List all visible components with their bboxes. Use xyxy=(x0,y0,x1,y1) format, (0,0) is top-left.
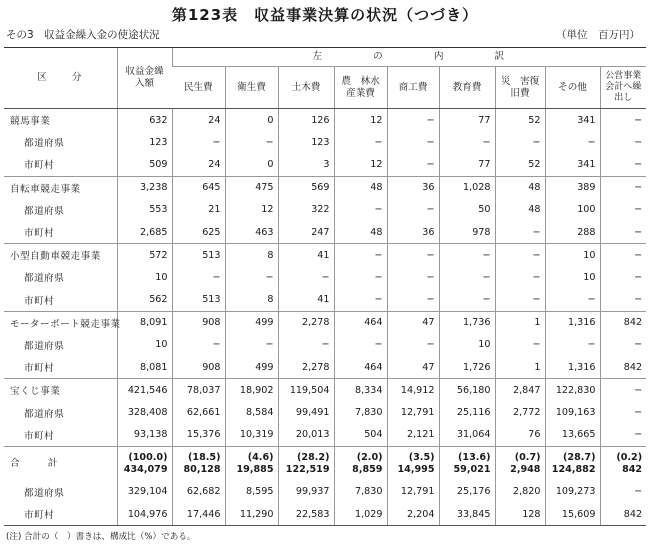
table-cell: 48 xyxy=(334,221,387,244)
table-cell: − xyxy=(278,266,334,288)
table-cell: 2,278 xyxy=(278,356,334,379)
table-row xyxy=(4,503,646,526)
table-cell: − xyxy=(600,221,646,244)
table-cell: 10,319 xyxy=(225,424,278,447)
table-cell: 8 xyxy=(225,244,278,267)
table-cell: 48 xyxy=(495,176,545,199)
total-ratio: (13.6) xyxy=(458,451,491,463)
table-cell: 1,316 xyxy=(545,356,600,379)
revenue-usage-table xyxy=(4,47,646,526)
row-label: 市町村 xyxy=(24,228,55,240)
total-ratio: (28.2) xyxy=(297,451,330,463)
row-label: 宝くじ事業 xyxy=(4,379,117,402)
table-cell: − xyxy=(600,109,646,132)
table-cell: 8,081 xyxy=(117,356,172,379)
table-title: 第123表 収益事業決算の状況（つづき） xyxy=(171,6,479,24)
table-cell: − xyxy=(172,266,225,288)
table-cell: 122,830 xyxy=(545,379,600,402)
table-cell: − xyxy=(545,131,600,153)
table-cell: 41 xyxy=(278,244,334,267)
table-cell: − xyxy=(225,266,278,288)
table-cell: − xyxy=(600,424,646,447)
breakdown-char-3: 内 xyxy=(433,51,446,62)
table-cell: 1,726 xyxy=(439,356,495,379)
table-cell: − xyxy=(387,289,439,312)
table-cell: − xyxy=(334,199,387,221)
table-cell: 11,290 xyxy=(225,503,278,526)
table-cell: 499 xyxy=(225,311,278,334)
header-public-enterprise: 公営事業会計へ繰出し xyxy=(600,67,646,109)
table-cell: − xyxy=(545,334,600,356)
row-label: 都道府県 xyxy=(24,340,65,352)
table-row xyxy=(4,266,646,288)
table-body xyxy=(4,109,646,526)
total-value: 19,885 xyxy=(236,463,274,475)
table-cell: 36 xyxy=(387,176,439,199)
row-label: 市町村 xyxy=(24,295,55,307)
total-ratio: (100.0) xyxy=(128,451,168,463)
table-cell: 123 xyxy=(278,131,334,153)
table-cell: 52 xyxy=(495,109,545,132)
header-category: 区 分 xyxy=(4,48,117,109)
header-civil-engineering: 土木費 xyxy=(278,67,334,109)
row-label: モーターボート競走事業 xyxy=(4,311,117,334)
table-row xyxy=(4,289,646,312)
total-value: 14,995 xyxy=(397,463,435,475)
table-cell: 56,180 xyxy=(439,379,495,402)
table-cell: − xyxy=(495,334,545,356)
table-cell: 48 xyxy=(495,199,545,221)
table-cell: 50 xyxy=(439,199,495,221)
table-cell: 10 xyxy=(117,266,172,288)
table-cell: 464 xyxy=(334,356,387,379)
footnote: (注) 合計の（ ）書きは、構成比（%）である。 xyxy=(6,532,196,542)
header-sanitation: 衛生費 xyxy=(225,67,278,109)
table-cell: 10 xyxy=(545,244,600,267)
table-cell: 77 xyxy=(439,153,495,176)
table-cell: 504 xyxy=(334,424,387,447)
total-value: 8,859 xyxy=(352,463,383,475)
table-cell: 0 xyxy=(225,109,278,132)
table-cell: 109,273 xyxy=(545,481,600,503)
breakdown-char-1: 左 xyxy=(312,51,325,62)
table-cell: 13,665 xyxy=(545,424,600,447)
table-cell: 513 xyxy=(172,289,225,312)
table-cell: − xyxy=(600,199,646,221)
table-cell: − xyxy=(495,289,545,312)
table-cell: − xyxy=(172,334,225,356)
table-cell: 15,376 xyxy=(172,424,225,447)
table-cell: − xyxy=(545,289,600,312)
table-cell: 52 xyxy=(495,153,545,176)
table-cell: − xyxy=(600,379,646,402)
table-cell: 100 xyxy=(545,199,600,221)
table-cell: 569 xyxy=(278,176,334,199)
table-cell: 3,238 xyxy=(117,176,172,199)
table-cell: 7,830 xyxy=(334,481,387,503)
table-row xyxy=(4,401,646,423)
table-cell: − xyxy=(387,153,439,176)
row-label: 市町村 xyxy=(24,160,55,172)
table-cell: 328,408 xyxy=(117,401,172,423)
total-ratio: (28.7) xyxy=(563,451,596,463)
table-cell: 1,316 xyxy=(545,311,600,334)
table-cell: 553 xyxy=(117,199,172,221)
breakdown-char-4: 訳 xyxy=(494,51,507,62)
total-ratio: (4.6) xyxy=(247,451,274,463)
table-cell: 513 xyxy=(172,244,225,267)
table-cell: 12,791 xyxy=(387,401,439,423)
table-cell: 1 xyxy=(495,356,545,379)
header-disaster-recovery: 災 害復旧費 xyxy=(495,67,545,109)
table-cell: − xyxy=(439,131,495,153)
header-revenue-transfer: 収益金繰入額 xyxy=(117,48,172,109)
table-cell: 12 xyxy=(334,153,387,176)
table-row xyxy=(4,379,646,402)
table-cell: 499 xyxy=(225,356,278,379)
table-cell: 47 xyxy=(387,311,439,334)
table-cell: 104,976 xyxy=(117,503,172,526)
table-cell: 842 xyxy=(600,356,646,379)
table-cell: − xyxy=(495,266,545,288)
table-cell: 247 xyxy=(278,221,334,244)
table-cell: 36 xyxy=(387,221,439,244)
total-cell xyxy=(117,446,172,481)
table-cell: 8,091 xyxy=(117,311,172,334)
table-cell: 1,028 xyxy=(439,176,495,199)
table-cell: 93,138 xyxy=(117,424,172,447)
table-cell: − xyxy=(600,176,646,199)
table-cell: − xyxy=(387,131,439,153)
total-ratio: (0.7) xyxy=(514,451,541,463)
table-cell: − xyxy=(600,289,646,312)
table-row xyxy=(4,131,646,153)
table-cell: 421,546 xyxy=(117,379,172,402)
table-cell: 10 xyxy=(545,266,600,288)
row-label: 都道府県 xyxy=(24,138,65,150)
table-cell: − xyxy=(387,199,439,221)
table-cell: 8,334 xyxy=(334,379,387,402)
table-cell: − xyxy=(278,334,334,356)
row-label: 都道府県 xyxy=(24,205,65,217)
table-cell: 562 xyxy=(117,289,172,312)
total-ratio: (3.5) xyxy=(408,451,435,463)
table-cell: − xyxy=(495,221,545,244)
table-cell: 509 xyxy=(117,153,172,176)
table-cell: 842 xyxy=(600,503,646,526)
total-ratio: (2.0) xyxy=(356,451,383,463)
table-cell: 389 xyxy=(545,176,600,199)
total-row xyxy=(4,446,646,481)
total-cell xyxy=(172,446,225,481)
table-cell: 123 xyxy=(117,131,172,153)
table-cell: 33,845 xyxy=(439,503,495,526)
table-cell: 1 xyxy=(495,311,545,334)
total-cell xyxy=(334,446,387,481)
table-row xyxy=(4,334,646,356)
total-cell xyxy=(545,446,600,481)
table-cell: 99,937 xyxy=(278,481,334,503)
total-value: 842 xyxy=(622,463,643,475)
table-cell: − xyxy=(334,244,387,267)
table-cell: − xyxy=(495,131,545,153)
table-cell: 24 xyxy=(172,109,225,132)
table-cell: 17,446 xyxy=(172,503,225,526)
row-label: 都道府県 xyxy=(24,408,65,420)
table-cell: − xyxy=(225,334,278,356)
table-cell: 12,791 xyxy=(387,481,439,503)
table-cell: 109,163 xyxy=(545,401,600,423)
table-cell: 978 xyxy=(439,221,495,244)
header-education: 教育費 xyxy=(439,67,495,109)
table-cell: 2,772 xyxy=(495,401,545,423)
table-cell: − xyxy=(600,266,646,288)
table-cell: − xyxy=(225,131,278,153)
table-cell: 15,609 xyxy=(545,503,600,526)
row-label: 都道府県 xyxy=(24,273,65,285)
table-cell: − xyxy=(387,109,439,132)
total-value: 2,948 xyxy=(510,463,541,475)
table-cell: 41 xyxy=(278,289,334,312)
table-cell: 47 xyxy=(387,356,439,379)
table-cell: − xyxy=(600,401,646,423)
table-cell: 8,584 xyxy=(225,401,278,423)
table-cell: 632 xyxy=(117,109,172,132)
table-cell: 475 xyxy=(225,176,278,199)
total-cell xyxy=(225,446,278,481)
table-cell: − xyxy=(495,244,545,267)
table-cell: 7,830 xyxy=(334,401,387,423)
table-cell: − xyxy=(387,244,439,267)
table-cell: 12 xyxy=(334,109,387,132)
table-cell: 78,037 xyxy=(172,379,225,402)
table-cell: 24 xyxy=(172,153,225,176)
table-cell: 2,820 xyxy=(495,481,545,503)
header-breakdown xyxy=(172,48,646,67)
table-row xyxy=(4,221,646,244)
table-cell: − xyxy=(334,334,387,356)
table-cell: 8 xyxy=(225,289,278,312)
total-cell xyxy=(439,446,495,481)
table-cell: 48 xyxy=(334,176,387,199)
table-cell: 2,278 xyxy=(278,311,334,334)
table-cell: − xyxy=(334,266,387,288)
table-cell: − xyxy=(439,266,495,288)
table-cell: 18,902 xyxy=(225,379,278,402)
table-cell: 21 xyxy=(172,199,225,221)
header-agriculture: 農 林水産業費 xyxy=(334,67,387,109)
table-cell: 10 xyxy=(439,334,495,356)
table-cell: 463 xyxy=(225,221,278,244)
table-cell: 12 xyxy=(225,199,278,221)
table-row xyxy=(4,481,646,503)
table-cell: 99,491 xyxy=(278,401,334,423)
table-cell: 341 xyxy=(545,109,600,132)
table-cell: 625 xyxy=(172,221,225,244)
total-cell xyxy=(278,446,334,481)
row-label: 自転車競走事業 xyxy=(4,176,117,199)
table-cell: 0 xyxy=(225,153,278,176)
table-cell: − xyxy=(600,153,646,176)
table-cell: 62,682 xyxy=(172,481,225,503)
total-value: 122,519 xyxy=(285,463,330,475)
table-row xyxy=(4,311,646,334)
table-cell: − xyxy=(387,266,439,288)
table-cell: − xyxy=(439,289,495,312)
table-cell: − xyxy=(600,131,646,153)
table-cell: 25,176 xyxy=(439,481,495,503)
table-cell: − xyxy=(334,131,387,153)
table-cell: − xyxy=(334,289,387,312)
table-cell: 572 xyxy=(117,244,172,267)
table-cell: − xyxy=(600,481,646,503)
total-ratio: (18.5) xyxy=(188,451,221,463)
table-row xyxy=(4,153,646,176)
table-subtitle: その3 収益金繰入金の使途状況 xyxy=(6,29,160,41)
table-cell: 464 xyxy=(334,311,387,334)
table-cell: − xyxy=(439,244,495,267)
table-cell: 14,912 xyxy=(387,379,439,402)
total-cell xyxy=(600,446,646,481)
table-cell: 22,583 xyxy=(278,503,334,526)
row-label: 市町村 xyxy=(24,430,55,442)
header-commerce: 商工費 xyxy=(387,67,439,109)
table-cell: 31,064 xyxy=(439,424,495,447)
total-value: 124,882 xyxy=(551,463,596,475)
row-label: 都道府県 xyxy=(24,487,65,499)
total-cell xyxy=(495,446,545,481)
breakdown-char-2: の xyxy=(373,51,385,62)
table-cell: 76 xyxy=(495,424,545,447)
table-cell: 842 xyxy=(600,311,646,334)
table-cell: 3 xyxy=(278,153,334,176)
table-cell: 25,116 xyxy=(439,401,495,423)
row-label: 市町村 xyxy=(24,363,55,375)
header-welfare: 民生費 xyxy=(172,67,225,109)
table-cell: 288 xyxy=(545,221,600,244)
table-cell: 2,847 xyxy=(495,379,545,402)
table-cell: 2,204 xyxy=(387,503,439,526)
table-row xyxy=(4,199,646,221)
table-cell: 2,121 xyxy=(387,424,439,447)
table-cell: 20,013 xyxy=(278,424,334,447)
total-ratio: (0.2) xyxy=(616,451,643,463)
table-row xyxy=(4,424,646,447)
table-cell: 329,104 xyxy=(117,481,172,503)
table-row xyxy=(4,176,646,199)
table-cell: 8,595 xyxy=(225,481,278,503)
table-cell: 322 xyxy=(278,199,334,221)
table-cell: 10 xyxy=(117,334,172,356)
table-cell: 341 xyxy=(545,153,600,176)
table-cell: 908 xyxy=(172,311,225,334)
table-cell: 126 xyxy=(278,109,334,132)
table-cell: 645 xyxy=(172,176,225,199)
table-cell: − xyxy=(600,334,646,356)
row-label: 市町村 xyxy=(4,503,117,526)
total-value: 434,079 xyxy=(123,463,168,475)
unit-label: （単位 百万円） xyxy=(556,29,640,41)
row-label: 小型自動車競走事業 xyxy=(4,244,117,267)
total-label: 合 計 xyxy=(4,446,117,481)
table-cell: − xyxy=(387,334,439,356)
table-cell: 2,685 xyxy=(117,221,172,244)
table-cell: 77 xyxy=(439,109,495,132)
table-cell: 119,504 xyxy=(278,379,334,402)
total-value: 59,021 xyxy=(453,463,491,475)
total-value: 80,128 xyxy=(183,463,221,475)
table-row xyxy=(4,244,646,267)
table-row xyxy=(4,356,646,379)
table-cell: 1,029 xyxy=(334,503,387,526)
table-cell: 128 xyxy=(495,503,545,526)
header-other: その他 xyxy=(545,67,600,109)
total-cell xyxy=(387,446,439,481)
table-cell: 1,736 xyxy=(439,311,495,334)
table-cell: 62,661 xyxy=(172,401,225,423)
row-label: 競馬事業 xyxy=(10,116,51,128)
table-row xyxy=(4,109,646,132)
table-cell: − xyxy=(172,131,225,153)
table-cell: − xyxy=(600,244,646,267)
table-cell: 908 xyxy=(172,356,225,379)
